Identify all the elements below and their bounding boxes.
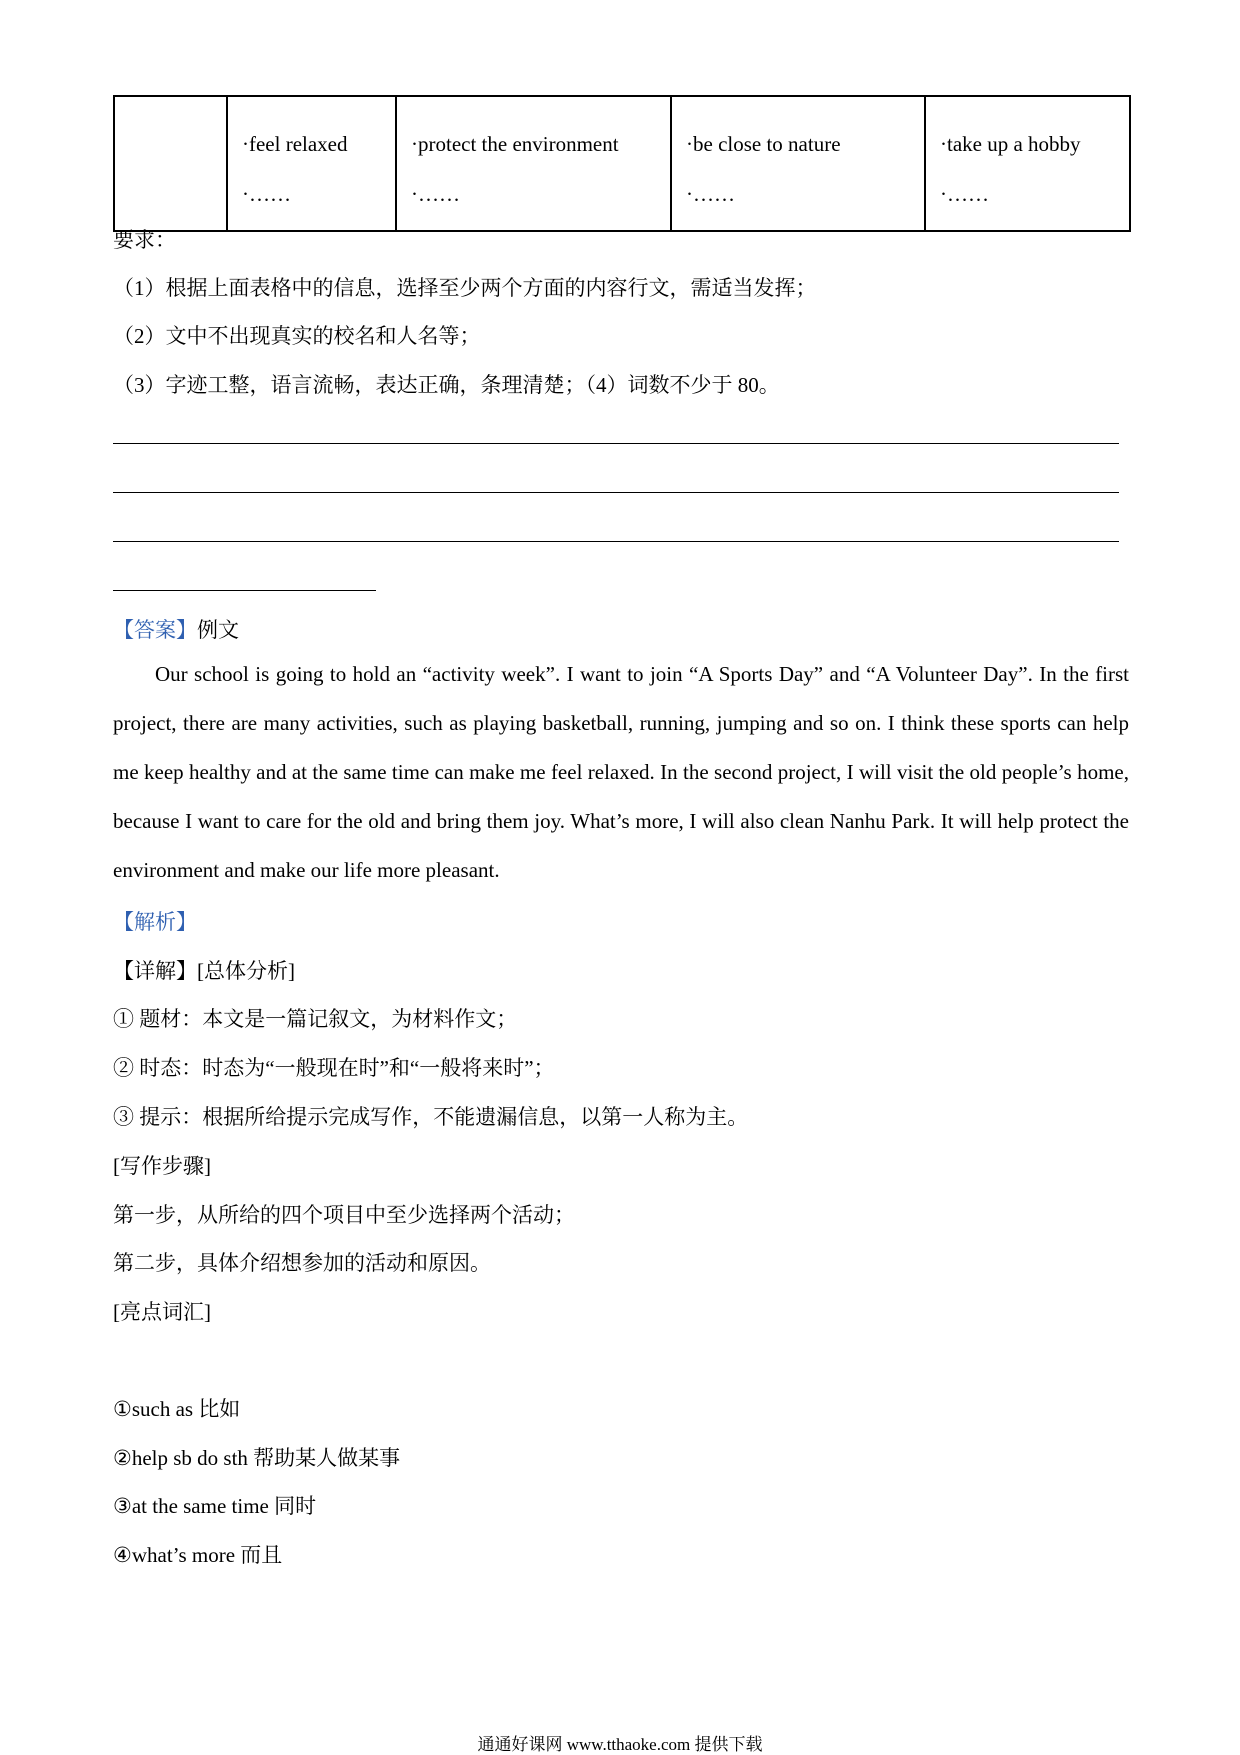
analysis-point: ① 题材：本文是一篇记叙文，为材料作文； (113, 1007, 518, 1031)
cell-line: ·be close to nature (686, 132, 841, 156)
answer-label: 例文 (197, 618, 239, 642)
analysis-point: ② 时态：时态为“一般现在时”和“一般将来时”； (113, 1056, 555, 1080)
step-item: 第二步，具体介绍想参加的活动和原因。 (113, 1251, 491, 1275)
requirements-heading: 要求： (113, 228, 176, 252)
cell-line: ·…… (242, 182, 291, 206)
table-cell (671, 96, 925, 231)
vocab-item: ②help sb do sth 帮助某人做某事 (113, 1446, 401, 1470)
table-cell (925, 96, 1130, 231)
page-footer: 通通好课网 www.tthaoke.com 提供下载 (477, 1735, 763, 1754)
answer-heading (113, 614, 239, 644)
step-item: 第一步，从所给的四个项目中至少选择两个活动； (113, 1203, 575, 1227)
requirement-item: （2）文中不出现真实的校名和人名等； (113, 324, 481, 348)
answer-tag: 【答案】 (113, 618, 197, 642)
analysis-tag: 【解析】 (113, 910, 197, 934)
writing-line (113, 541, 1119, 542)
cell-line: ·…… (411, 182, 460, 206)
sample-essay: Our school is going to hold an “activity week”. I want to join “A Sports Day” and “A Volunteer Day”. In the first project, there are many activities, such as playing basketball, running, jumping and so on. I think these sports can help me keep healthy and at the same time can make me feel relaxed. In the second project, I will visit the old people’s home, because I want to care for the old and bring them joy. What’s more, I will also clean Nanhu Park. It will help protect the environment and make our life more pleasant. (113, 662, 1129, 882)
table-cell (114, 96, 227, 231)
vocab-item: ④what’s more 而且 (113, 1543, 283, 1567)
analysis-point: ③ 提示：根据所给提示完成写作，不能遗漏信息，以第一人称为主。 (113, 1105, 749, 1129)
cell-line: ·protect the environment (411, 132, 619, 156)
vocab-heading: [亮点词汇] (113, 1300, 211, 1324)
activity-table (113, 95, 1131, 232)
vocab-item: ①such as 比如 (113, 1397, 241, 1421)
writing-line (113, 492, 1119, 493)
cell-line: ·feel relaxed (242, 132, 348, 156)
table-cell (396, 96, 671, 231)
writing-line (113, 443, 1119, 444)
cell-line: ·…… (686, 182, 735, 206)
vocab-item: ③at the same time 同时 (113, 1494, 317, 1518)
requirement-item: （3）字迹工整，语言流畅，表达正确，条理清楚；（4）词数不少于 80。 (113, 373, 780, 397)
cell-line: ·…… (940, 182, 989, 206)
requirement-item: （1）根据上面表格中的信息，选择至少两个方面的内容行文，需适当发挥； (113, 276, 817, 300)
table-row (114, 96, 1130, 231)
table-cell (227, 96, 396, 231)
detail-heading (113, 955, 295, 985)
steps-heading: [写作步骤] (113, 1154, 211, 1178)
detail-tag: 【详解】 (113, 959, 197, 983)
writing-line (113, 590, 376, 591)
cell-line: ·take up a hobby (940, 132, 1081, 156)
overall-analysis-label: [总体分析] (197, 959, 295, 983)
